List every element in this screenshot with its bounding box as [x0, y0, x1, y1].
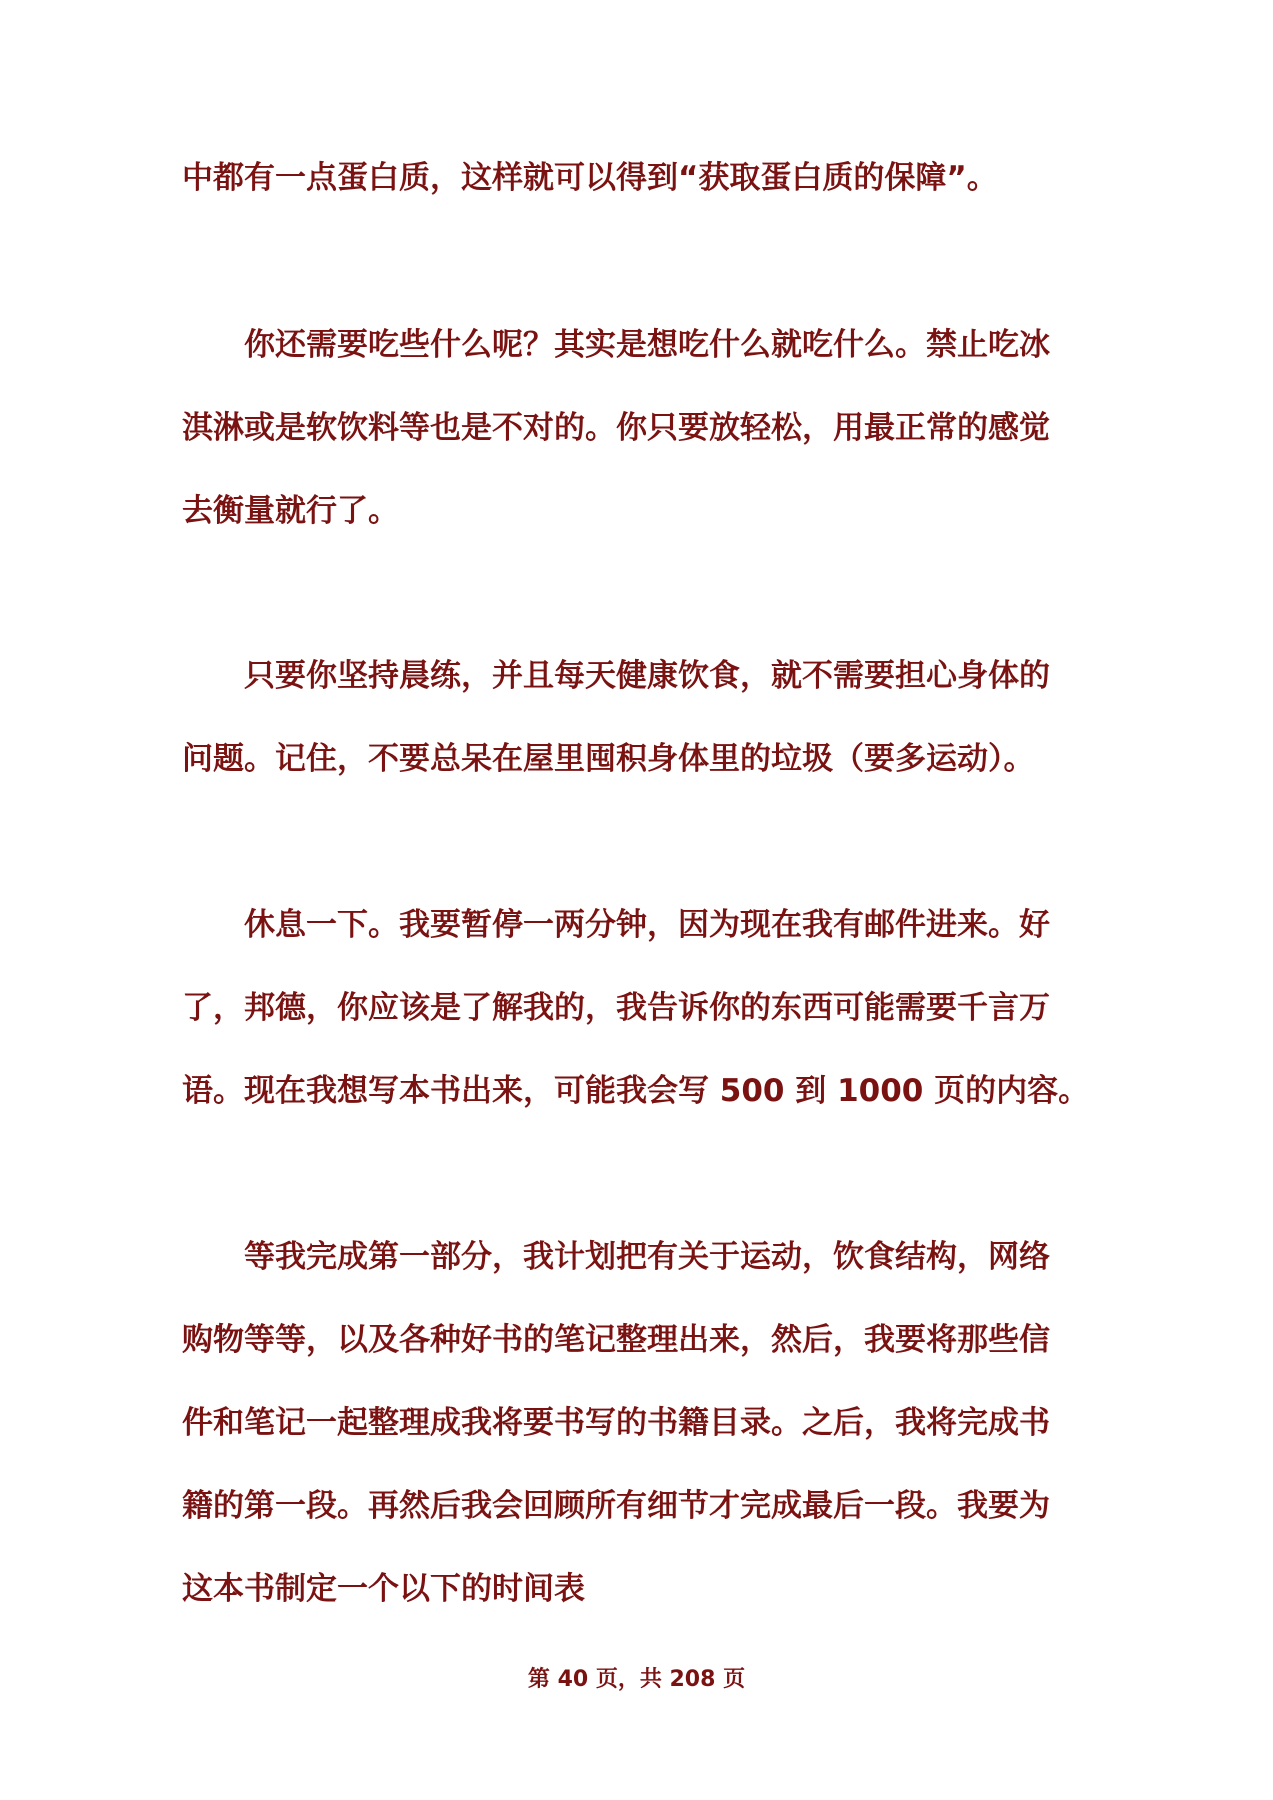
body-line-10: 等我完成第一部分，我计划把有关于运动，饮食结构，网络: [244, 1239, 1050, 1275]
body-line-13: 籍的第一段。再然后我会回顾所有细节才完成最后一段。我要为: [182, 1488, 1050, 1524]
body-line-11: 购物等等，以及各种好书的笔记整理出来，然后，我要将那些信: [182, 1322, 1050, 1358]
body-line-1: 中都有一点蛋白质，这样就可以得到“获取蛋白质的保障”。: [182, 160, 998, 196]
body-line-5: 只要你坚持晨练，并且每天健康饮食，就不需要担心身体的: [244, 658, 1050, 694]
body-line-6: 问题。记住，不要总呆在屋里囤积身体里的垃圾（要多运动）。: [182, 741, 1035, 777]
body-line-3: 淇淋或是软饮料等也是不对的。你只要放轻松，用最正常的感觉: [182, 410, 1050, 446]
body-line-12: 件和笔记一起整理成我将要书写的书籍目录。之后，我将完成书: [182, 1405, 1050, 1441]
page-number-footer: 第 40 页，共 208 页: [527, 1667, 746, 1692]
body-line-7: 休息一下。我要暂停一两分钟，因为现在我有邮件进来。好: [244, 907, 1050, 943]
body-line-8: 了，邦德，你应该是了解我的，我告诉你的东西可能需要千言万: [182, 990, 1050, 1026]
body-line-2: 你还需要吃些什么呢？其实是想吃什么就吃什么。禁止吃冰: [244, 327, 1050, 363]
body-line-9: 语。现在我想写本书出来，可能我会写 500 到 1000 页的内容。: [182, 1073, 1090, 1109]
body-line-14: 这本书制定一个以下的时间表: [182, 1571, 585, 1607]
body-line-4: 去衡量就行了。: [182, 493, 399, 529]
